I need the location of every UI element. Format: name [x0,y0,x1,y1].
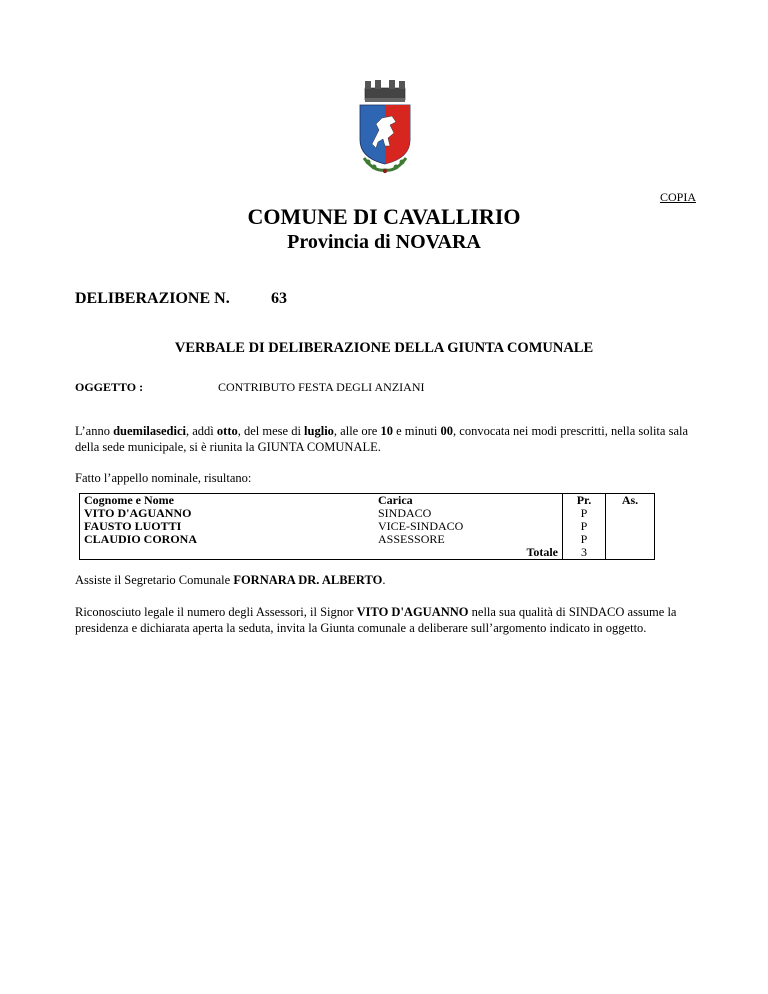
giunta-table [79,493,655,560]
riconosciuto-paragraph: Riconosciuto legale il numero degli Assessori, il Signor VITO D'AGUANNO nella sua qualità di SINDACO assume la presidenza e dichiarata aperta la seduta, invita la Giunta comunale a deliberare sull’argomento indicato in oggetto. [75,605,677,635]
segretario-paragraph: Assiste il Segretario Comunale FORNARA DR. ALBERTO. [75,573,386,587]
appello-text: Fatto l’appello nominale, risultano: [75,471,252,485]
table-row [80,533,655,546]
table-header-row [80,494,655,508]
member-name: VITO D'AGUANNO [84,506,192,520]
member-name: FAUSTO LUOTTI [84,519,182,533]
copia-label: COPIA [659,190,696,204]
header-cognome: Cognome e Nome [84,493,174,507]
header-as: As. [621,493,639,507]
header-pr: Pr. [563,494,606,508]
member-name: CLAUDIO CORONA [84,532,198,546]
crest-icon [352,78,418,176]
totale-pr: 3 [563,546,606,560]
page-subtitle: Provincia di NOVARA [287,231,481,253]
member-role: ASSESSORE [374,533,563,546]
deliberazione-number: 63 [271,290,287,307]
page-title: COMUNE DI CAVALLIRIO [247,204,521,229]
member-as [606,520,655,533]
member-role: VICE-SINDACO [374,520,563,533]
member-pr: P [563,507,606,520]
oggetto-text: CONTRIBUTO FESTA DEGLI ANZIANI [218,380,425,394]
verbale-title: VERBALE DI DELIBERAZIONE DELLA GIUNTA COMUNALE [174,340,594,356]
member-pr: P [563,520,606,533]
table-total-row [80,546,655,560]
oggetto-label: OGGETTO : [75,380,144,394]
deliberazione-label: DELIBERAZIONE N. [75,290,230,307]
totale-label: Totale [374,546,563,560]
member-as [606,533,655,546]
member-as [606,507,655,520]
totale-as [606,546,655,560]
intro-paragraph: L’anno duemilasedici, addì otto, del mese di luglio, alle ore 10 e minuti 00, convocata nei modi prescritti, nella solita sala della sede municipale, si è riunita la GIUNTA COMUNALE. [75,424,689,454]
member-pr: P [563,533,606,546]
member-role: SINDACO [374,507,563,520]
header-carica: Carica [374,494,563,508]
